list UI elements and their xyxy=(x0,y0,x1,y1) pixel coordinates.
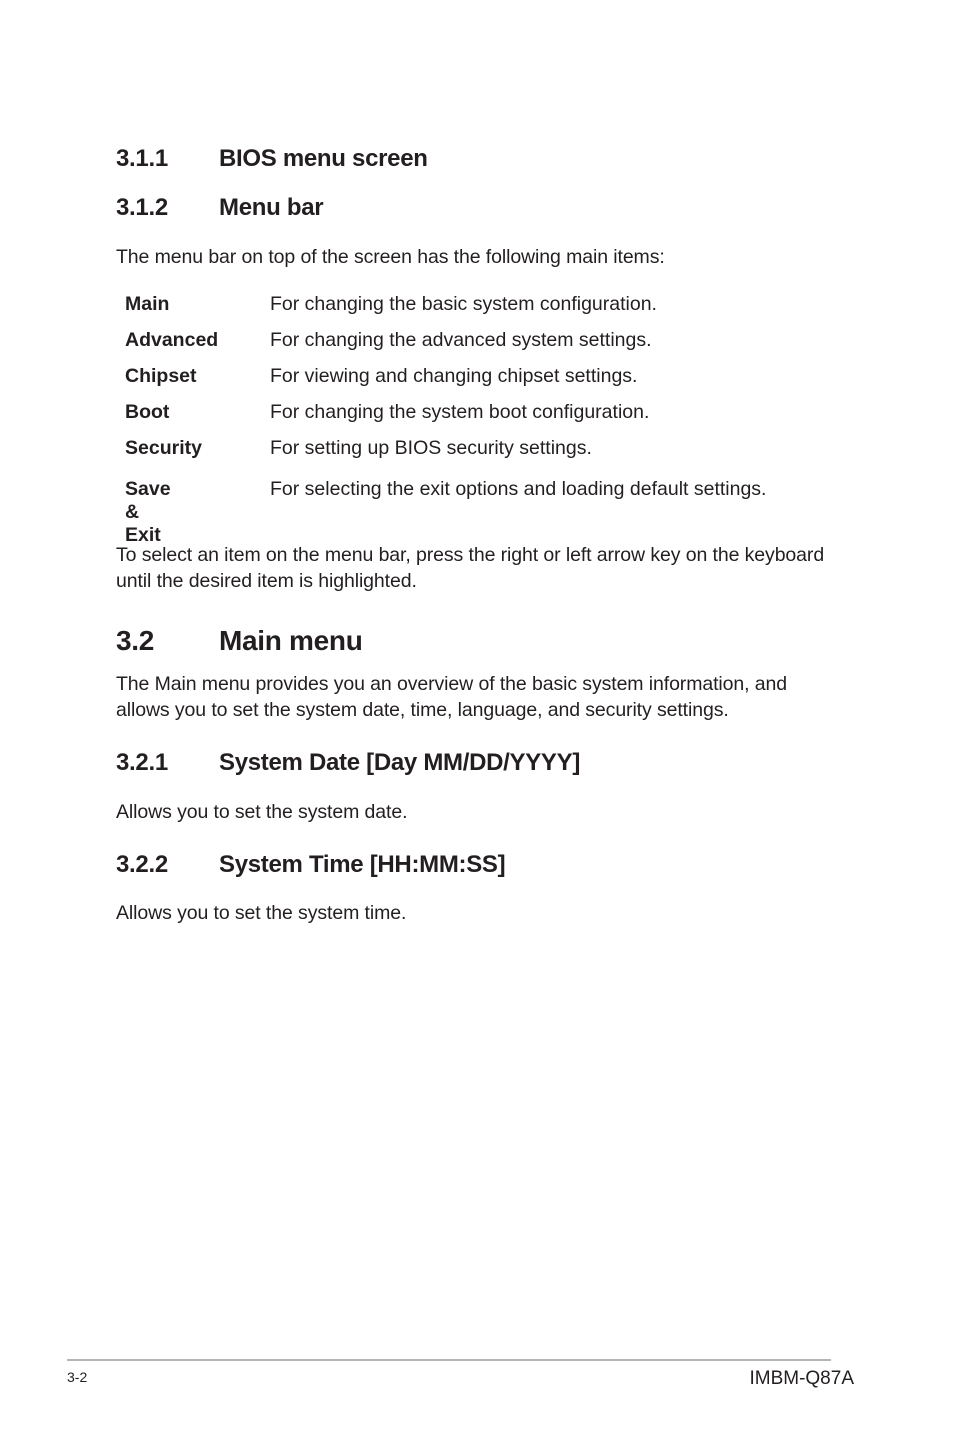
heading-number: 3.2.1 xyxy=(116,749,168,776)
heading-number: 3.1.1 xyxy=(116,145,168,172)
heading-title: BIOS menu screen xyxy=(219,145,428,172)
menu-item-desc: For selecting the exit options and loading default settings. xyxy=(270,478,767,500)
heading-number: 3.1.2 xyxy=(116,194,168,221)
heading-number: 3.2.2 xyxy=(116,851,168,878)
menu-item-name: Boot xyxy=(125,401,170,423)
menu-item-name: Main xyxy=(125,293,170,315)
menu-item-name: Chipset xyxy=(125,365,197,387)
main-menu-para-line1: The Main menu provides you an overview of the basic system information, and xyxy=(116,673,788,695)
product-name: IMBM-Q87A xyxy=(749,1368,854,1389)
menu-item-desc: For changing the basic system configuration. xyxy=(270,293,657,315)
menu-item-desc: For changing the system boot configuration. xyxy=(270,401,650,423)
heading-title: System Time [HH:MM:SS] xyxy=(219,851,506,878)
menu-bar-intro: The menu bar on top of the screen has the following main items: xyxy=(116,246,665,268)
heading-title: Main menu xyxy=(219,625,363,656)
menu-item-name: Security xyxy=(125,437,202,459)
system-date-text: Allows you to set the system date. xyxy=(116,801,408,823)
heading-number: 3.2 xyxy=(116,625,155,656)
heading-3-1-1 xyxy=(116,145,516,175)
heading-3-1-2 xyxy=(116,194,516,224)
menu-bar-note-line1: To select an item on the menu bar, press the right or left arrow key on the keyboard xyxy=(116,544,825,566)
main-menu-para-line2: allows you to set the system date, time, language, and security settings. xyxy=(116,699,729,721)
menu-item-desc: For viewing and changing chipset settings. xyxy=(270,365,638,387)
menu-item-desc: For setting up BIOS security settings. xyxy=(270,437,592,459)
menu-item-name: Advanced xyxy=(125,329,219,351)
heading-title: Menu bar xyxy=(219,194,324,221)
menu-item-name: Save & Exit xyxy=(125,478,171,546)
heading-title: System Date [Day MM/DD/YYYY] xyxy=(219,749,581,776)
system-time-text: Allows you to set the system time. xyxy=(116,902,407,924)
heading-3-2-1 xyxy=(116,749,716,779)
menu-item-desc: For changing the advanced system settings. xyxy=(270,329,652,351)
menu-bar-note-line2: until the desired item is highlighted. xyxy=(116,570,417,592)
page-number: 3-2 xyxy=(67,1369,88,1385)
footer-divider xyxy=(67,1359,831,1361)
heading-3-2-2 xyxy=(116,851,716,881)
heading-3-2 xyxy=(116,625,516,659)
